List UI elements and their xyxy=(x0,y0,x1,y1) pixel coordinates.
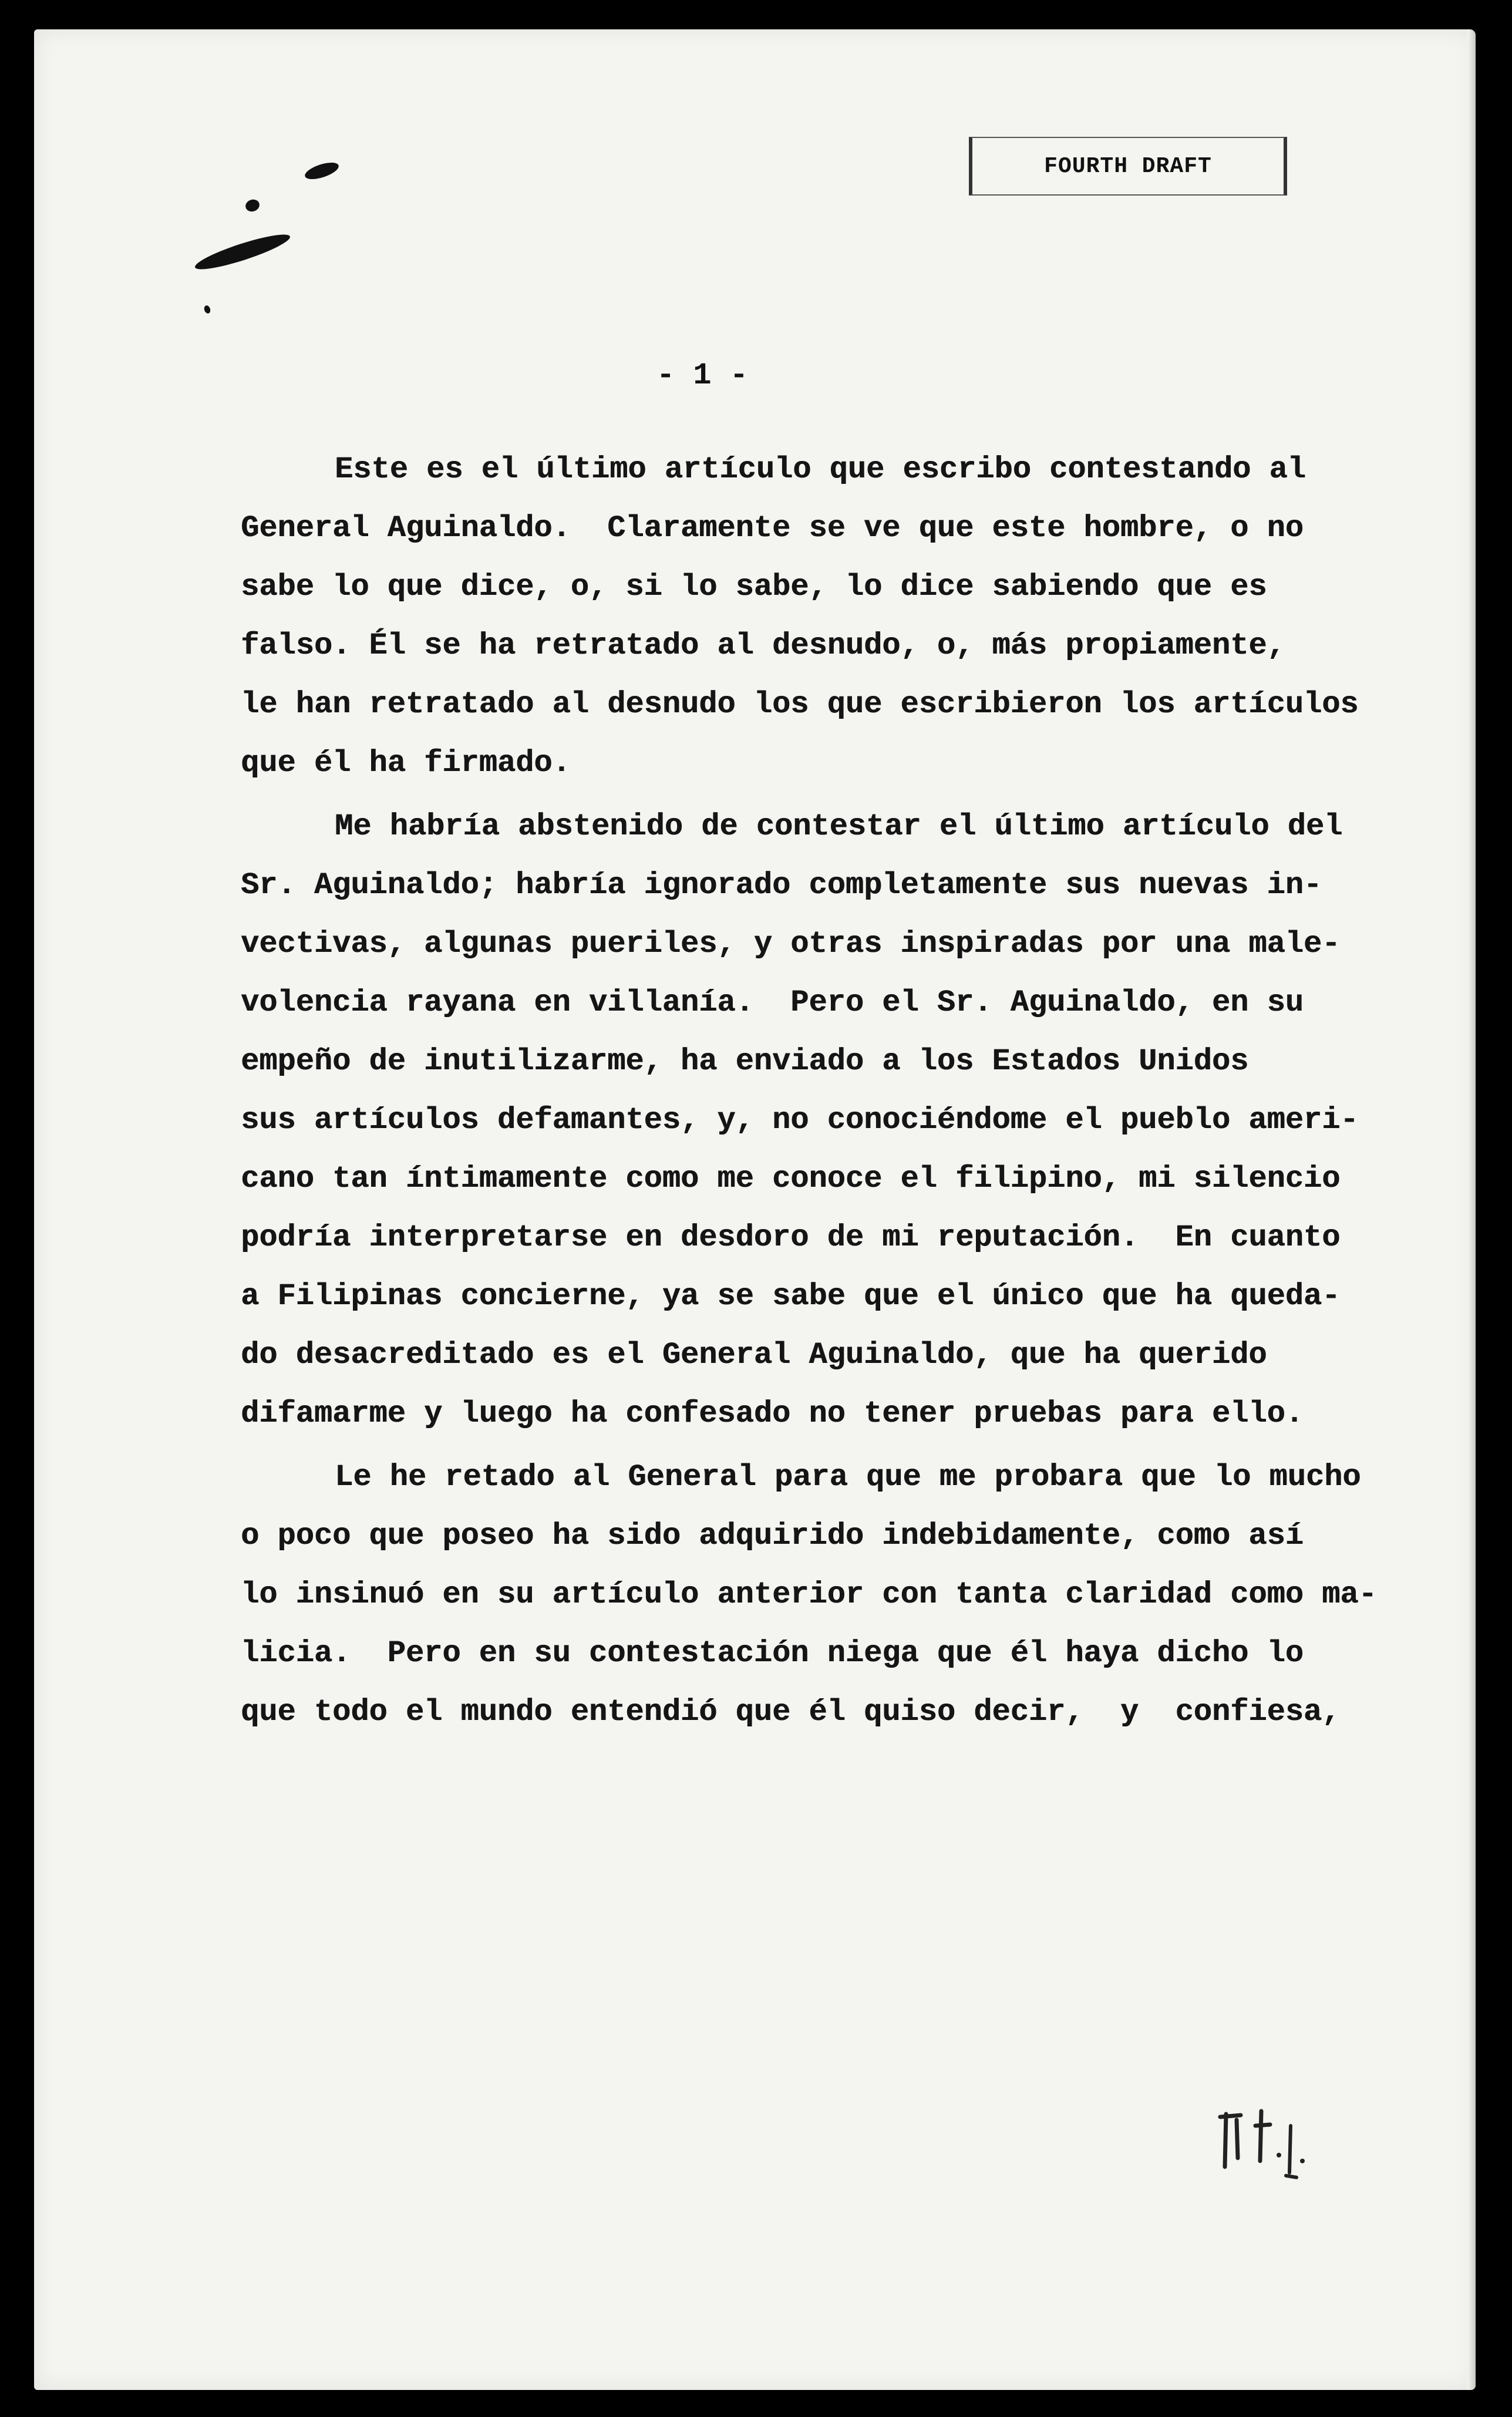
text-line: empeño de inutilizarme, ha enviado a los Estados Unidos xyxy=(241,1044,1249,1079)
text-line: General Aguinaldo. Claramente se ve que este hombre, o no xyxy=(241,511,1304,546)
text-line: le han retratado al desnudo los que escribieron los artículos xyxy=(241,687,1359,722)
text-line: difamarme y luego ha confesado no tener pruebas para ello. xyxy=(241,1396,1304,1431)
paragraph xyxy=(241,440,1403,793)
ink-smudge xyxy=(193,228,292,275)
text-line: Le he retado al General para que me probara que lo mucho xyxy=(335,1460,1361,1494)
text-line: licia. Pero en su contestación niega que él haya dicho lo xyxy=(241,1636,1304,1671)
text-line: Este es el último artículo que escribo contestando al xyxy=(335,452,1306,487)
ink-smudge xyxy=(203,305,211,314)
text-line: falso. Él se ha retratado al desnudo, o, más propiamente, xyxy=(241,628,1285,663)
text-line: o poco que poseo ha sido adquirido indebidamente, como así xyxy=(241,1519,1304,1553)
text-line: que todo el mundo entendió que él quiso decir, y confiesa, xyxy=(241,1695,1341,1729)
handwritten-initials xyxy=(1214,2102,1332,2184)
paragraph xyxy=(241,797,1403,1443)
ink-smudge xyxy=(244,198,261,213)
document-page xyxy=(34,29,1476,2390)
text-line: cano tan íntimamente como me conoce el filipino, mi silencio xyxy=(241,1162,1341,1196)
draft-stamp xyxy=(969,137,1287,196)
text-line: Sr. Aguinaldo; habría ignorado completamente sus nuevas in- xyxy=(241,868,1322,903)
draft-label: FOURTH DRAFT xyxy=(1044,153,1212,179)
text-line: do desacreditado es el General Aguinaldo, que ha querido xyxy=(241,1338,1267,1372)
text-line: lo insinuó en su artículo anterior con tanta claridad como ma- xyxy=(241,1577,1377,1612)
ink-smudge xyxy=(303,159,341,182)
page-number: - 1 - xyxy=(656,358,749,393)
letter-body xyxy=(241,440,1403,1742)
text-line: podría interpretarse en desdoro de mi reputación. En cuanto xyxy=(241,1220,1341,1255)
text-line: sabe lo que dice, o, si lo sabe, lo dice sabiendo que es xyxy=(241,570,1267,604)
text-line: volencia rayana en villanía. Pero el Sr. Aguinaldo, en su xyxy=(241,985,1304,1020)
text-line: que él ha firmado. xyxy=(241,746,571,780)
text-line: Me habría abstenido de contestar el último artículo del xyxy=(335,809,1343,844)
paragraph xyxy=(241,1448,1403,1742)
text-line: a Filipinas concierne, ya se sabe que el único que ha queda- xyxy=(241,1279,1341,1314)
text-line: sus artículos defamantes, y, no conociéndome el pueblo ameri- xyxy=(241,1103,1359,1137)
text-line: vectivas, algunas pueriles, y otras inspiradas por una male- xyxy=(241,927,1341,961)
page-edge-shadow xyxy=(1467,29,1476,2390)
